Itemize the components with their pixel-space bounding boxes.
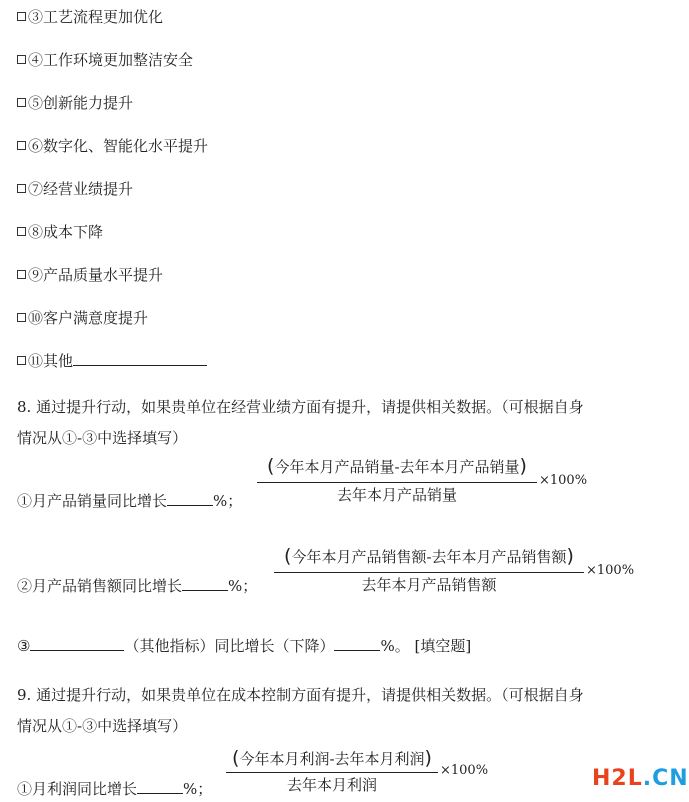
formula-numerator bbox=[274, 545, 584, 567]
option-other[interactable] bbox=[17, 351, 207, 371]
q8-item1-label: ①月产品销量同比增长 bbox=[17, 492, 168, 510]
q9-item1-formula bbox=[226, 747, 496, 797]
site-watermark-logo bbox=[592, 766, 689, 791]
option-label: ③工艺流程更加优化 bbox=[28, 8, 164, 26]
checkbox[interactable] bbox=[17, 270, 26, 279]
option-label: ⑦经营业绩提升 bbox=[28, 180, 134, 198]
paren-open: ( bbox=[284, 545, 292, 567]
q8-item2-blank[interactable] bbox=[182, 576, 228, 591]
option-label: ④工作环境更加整洁安全 bbox=[28, 51, 194, 69]
checkbox[interactable] bbox=[17, 12, 26, 21]
option-cost-reduction[interactable] bbox=[17, 222, 103, 242]
q8-item3-value-blank[interactable] bbox=[334, 636, 380, 651]
watermark-part-b: .CN bbox=[642, 766, 689, 791]
option-process-optimized[interactable] bbox=[17, 7, 163, 27]
option-digitalization[interactable] bbox=[17, 136, 208, 156]
q9-item1-unit: %； bbox=[183, 780, 213, 798]
q8-item1-blank[interactable] bbox=[167, 491, 213, 506]
paren-close: ) bbox=[566, 545, 574, 567]
q8-item3 bbox=[17, 636, 471, 656]
checkbox[interactable] bbox=[17, 184, 26, 193]
q8-item1-formula bbox=[257, 455, 587, 505]
q8-item2-formula bbox=[274, 545, 639, 595]
q8-item3-unit: %。 bbox=[380, 637, 410, 655]
numerator-text: 今年本月利润-去年本月利润 bbox=[239, 750, 425, 768]
q8-prompt-line1: 8. 通过提升行动，如果贵单位在经营业绩方面有提升，请提供相关数据。（可根据自身 bbox=[17, 398, 584, 416]
formula-numerator bbox=[257, 455, 537, 477]
paren-open: ( bbox=[232, 747, 240, 769]
checkbox[interactable] bbox=[17, 227, 26, 236]
checkbox[interactable] bbox=[17, 55, 26, 64]
numerator-text: 今年本月产品销售额-去年本月产品销售额 bbox=[291, 548, 567, 566]
paren-close: ) bbox=[519, 455, 527, 477]
checkbox[interactable] bbox=[17, 356, 26, 365]
q8-item1-unit: %； bbox=[213, 492, 243, 510]
option-work-environment[interactable] bbox=[17, 50, 193, 70]
option-business-performance[interactable] bbox=[17, 179, 133, 199]
q9-item1-label: ①月利润同比增长 bbox=[17, 780, 138, 798]
checkbox[interactable] bbox=[17, 313, 26, 322]
q8-item3-mid: （其他指标）同比增长（下降） bbox=[124, 637, 335, 655]
formula-numerator bbox=[226, 747, 438, 769]
option-label: ⑩客户满意度提升 bbox=[28, 309, 149, 327]
q8-item1 bbox=[17, 491, 242, 511]
checkbox[interactable] bbox=[17, 98, 26, 107]
fraction-bar bbox=[226, 772, 438, 773]
watermark-part-a: H2L bbox=[592, 766, 643, 791]
q9-item1-blank[interactable] bbox=[137, 779, 183, 794]
fraction-bar bbox=[274, 572, 584, 573]
fraction-bar bbox=[257, 482, 537, 483]
other-fill-blank[interactable] bbox=[73, 351, 207, 366]
option-label: ⑧成本下降 bbox=[28, 223, 104, 241]
formula-denominator: 去年本月产品销量 bbox=[336, 486, 457, 504]
q8-item3-tag: [填空题] bbox=[414, 637, 472, 655]
option-label: ⑤创新能力提升 bbox=[28, 94, 134, 112]
paren-open: ( bbox=[267, 455, 275, 477]
formula-denominator: 去年本月利润 bbox=[286, 776, 377, 794]
option-quality[interactable] bbox=[17, 265, 163, 285]
q8-item2-unit: %； bbox=[228, 577, 258, 595]
formula-denominator: 去年本月产品销售额 bbox=[361, 576, 497, 594]
formula-multiplier: ×100% bbox=[586, 563, 635, 578]
option-innovation[interactable] bbox=[17, 93, 133, 113]
option-label: ⑥数字化、智能化水平提升 bbox=[28, 137, 209, 155]
checkbox[interactable] bbox=[17, 141, 26, 150]
paren-close: ) bbox=[424, 747, 432, 769]
q8-prompt-line2: 情况从①-③中选择填写） bbox=[17, 429, 188, 447]
q8-item3-indicator-blank[interactable] bbox=[30, 636, 124, 651]
q8-item3-prefix: ③ bbox=[17, 637, 31, 655]
q9-prompt-line1: 9. 通过提升行动，如果贵单位在成本控制方面有提升，请提供相关数据。（可根据自身 bbox=[17, 686, 584, 704]
option-label: ⑪其他 bbox=[28, 352, 74, 370]
q8-item2-label: ②月产品销售额同比增长 bbox=[17, 577, 183, 595]
formula-multiplier: ×100% bbox=[440, 763, 489, 778]
option-customer-satisfaction[interactable] bbox=[17, 308, 148, 328]
numerator-text: 今年本月产品销量-去年本月产品销量 bbox=[274, 458, 520, 476]
formula-multiplier: ×100% bbox=[539, 473, 588, 488]
q9-prompt-line2: 情况从①-③中选择填写） bbox=[17, 717, 188, 735]
q8-item2 bbox=[17, 576, 257, 596]
option-label: ⑨产品质量水平提升 bbox=[28, 266, 164, 284]
q9-item1 bbox=[17, 779, 212, 799]
